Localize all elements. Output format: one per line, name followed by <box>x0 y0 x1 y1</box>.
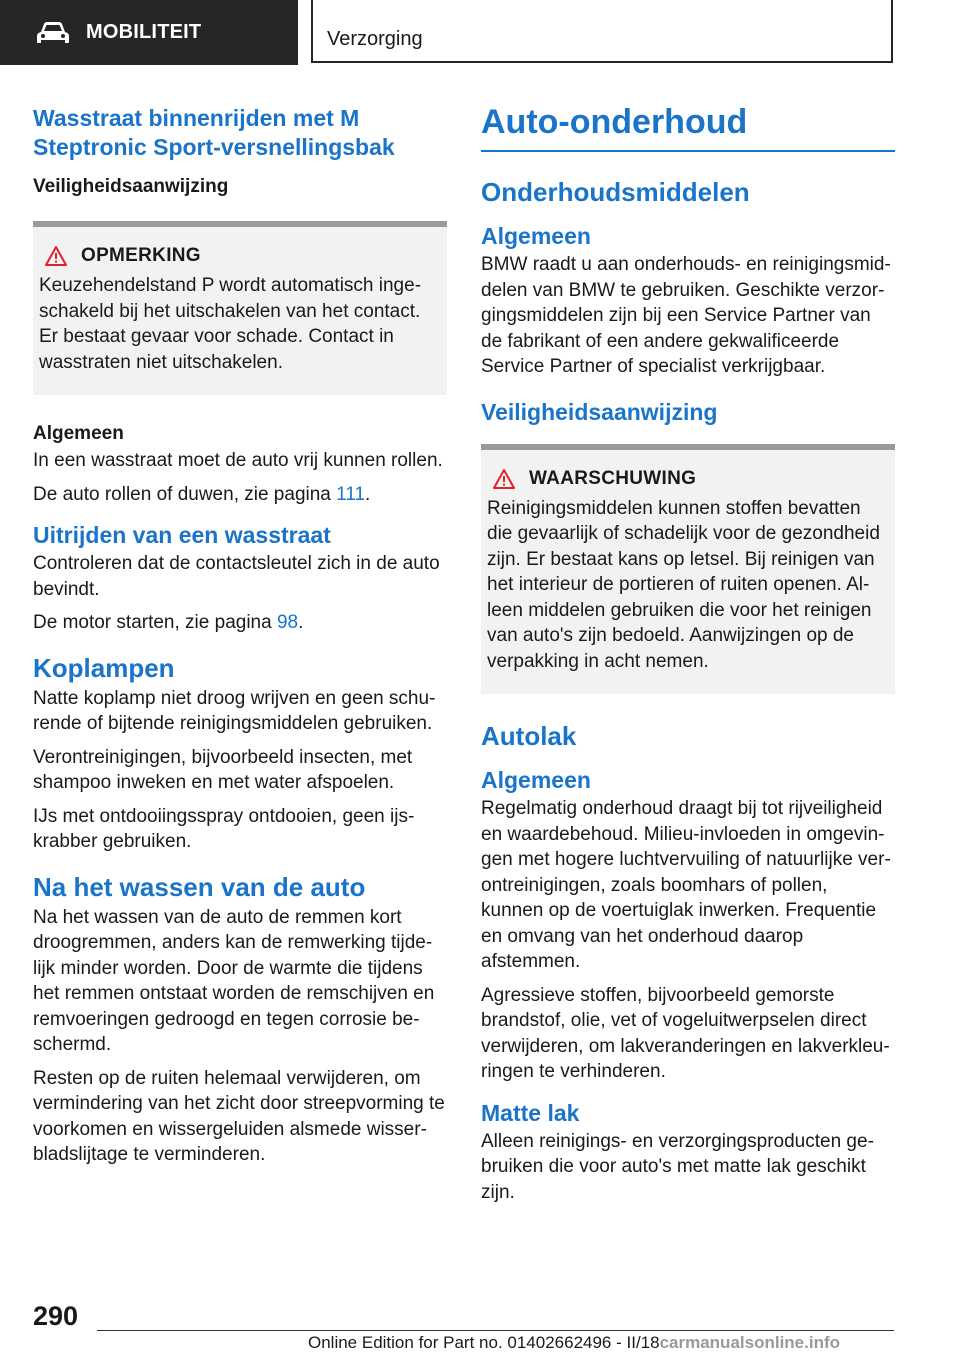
car-icon <box>36 21 70 45</box>
exit-text-2: De motor starten, zie pagina 98. <box>33 612 304 633</box>
warning-box <box>481 444 895 695</box>
warning-title: WAARSCHUWING <box>529 467 697 489</box>
notice-box <box>33 221 447 395</box>
notice-text: Keuzehendelstand P wordt automatisch ingeschakeld bij het uitschakelen van het contact. Er bestaat gevaar voor schade. Contact in wasstraten niet uitschakelen. <box>39 275 422 373</box>
care-safety-title: Veiligheidsaanwijzing <box>481 398 718 425</box>
care-general-text: BMW raadt u aan onderhouds- en reinigingsmiddelen van BMW te gebruiken. Geschikte verzorgingsmiddelen zijn bij een Service Partner van de fabrikant of een andere gekwalificeerde Service Partner of specialist verkrijgbaar. <box>481 254 891 377</box>
left-column <box>33 104 447 1176</box>
chapter-title: Verzorging <box>327 28 423 50</box>
safety-label: Veiligheidsaanwijzing <box>33 176 229 197</box>
watermark: carmanualsonline.info <box>659 1333 841 1352</box>
paint-general-title: Algemeen <box>481 767 591 793</box>
general-text-2: De auto rollen of duwen, zie pagina 111. <box>33 483 371 505</box>
exit-text-1: Controleren dat de contactsleutel zich in de auto bevindt. <box>33 553 440 600</box>
warning-triangle-icon <box>45 246 67 266</box>
paint-title: Autolak <box>481 721 577 751</box>
matte-paint-text: Alleen reinigings- en verzorgingsproducten gebruiken die voor auto's met matte lak geschikt zijn. <box>481 1130 874 1203</box>
paint-text-2: Agressieve stoffen, bijvoorbeeld gemorste brandstof, olie, vet of vogeluitwerpselen direct verwijderen, om lakveranderingen en lakverkleuringen te verhinderen. <box>481 984 890 1082</box>
footer-divider <box>97 1330 894 1331</box>
right-column <box>481 100 895 1213</box>
page-number: 290 <box>33 1301 79 1331</box>
page-link-111[interactable]: 111 <box>336 483 366 505</box>
after-wash-title: Na het wassen van de auto <box>33 871 366 902</box>
after-wash-text-2: Resten op de ruiten helemaal verwijderen, om vermindering van het zicht door streepvorming te voorkomen en wissergeluiden alsmede wisserbladslijtage te verminderen. <box>33 1067 445 1165</box>
section-label: MOBILITEIT <box>86 21 202 43</box>
care-general-title: Algemeen <box>481 223 591 249</box>
section-tab <box>0 0 298 65</box>
after-wash-text-1: Na het wassen van de auto de remmen kort droogremmen, anders kan de remwerking tijdelijk minder worden. Door de warmte die tijdens het remmen ontstaat worden de remschijven en remvoeringen gedroogd en tegen corrosie beschermd. <box>33 906 435 1055</box>
warning-text: Reinigingsmiddelen kunnen stoffen bevatten die gevaarlijk of schadelijk voor de gezondheid zijn. Er bestaat kans op letsel. Bij reinigen van het interieur de portieren of ruiten openen. Alleen middelen gebruiken die voor het reinigen van auto's zijn bedoeld. Aanwijzingen op de verpakking in acht nemen. <box>487 497 880 672</box>
carwash-title: Wasstraat binnenrijden met M Steptronic Sport-versnellingsbak <box>33 105 395 160</box>
headlights-text-3: IJs met ontdooiingsspray ontdooien, geen ijskrabber gebruiken. <box>33 805 415 852</box>
general-label: Algemeen <box>33 423 124 444</box>
car-care-title: Auto-onderhoud <box>481 100 895 152</box>
headlights-title: Koplampen <box>33 652 175 683</box>
headlights-text-2: Verontreinigingen, bijvoorbeeld insecten, met shampoo inweken en met water afspoelen. <box>33 746 413 793</box>
warning-triangle-icon <box>493 469 515 489</box>
paint-text-1: Regelmatig onderhoud draagt bij tot rijveiligheid en waardebehoud. Milieu-invloeden in omgevingen met hogere luchtvervuiling of natuurlijke verontreinigingen, zoals boomhars of pollen, kunnen op de voertuiglak inwerken. Frequentie en omvang van het onderhoud daarop afstemmen. <box>481 798 891 972</box>
footer-edition: Online Edition for Part no. 01402662496 - II/18carmanualsonline.info <box>308 1333 841 1352</box>
exit-carwash-title: Uitrijden van een wasstraat <box>33 522 331 548</box>
chapter-header <box>311 0 893 63</box>
notice-title: OPMERKING <box>81 245 201 266</box>
care-products-title: Onderhoudsmiddelen <box>481 177 750 207</box>
headlights-text-1: Natte koplamp niet droog wrijven en geen schurende of bijtende reinigingsmiddelen gebruiken. <box>33 687 436 734</box>
general-text-1: In een wasstraat moet de auto vrij kunnen rollen. <box>33 450 443 471</box>
page-link-98[interactable]: 98 <box>276 612 299 633</box>
matte-paint-title: Matte lak <box>481 1099 580 1126</box>
